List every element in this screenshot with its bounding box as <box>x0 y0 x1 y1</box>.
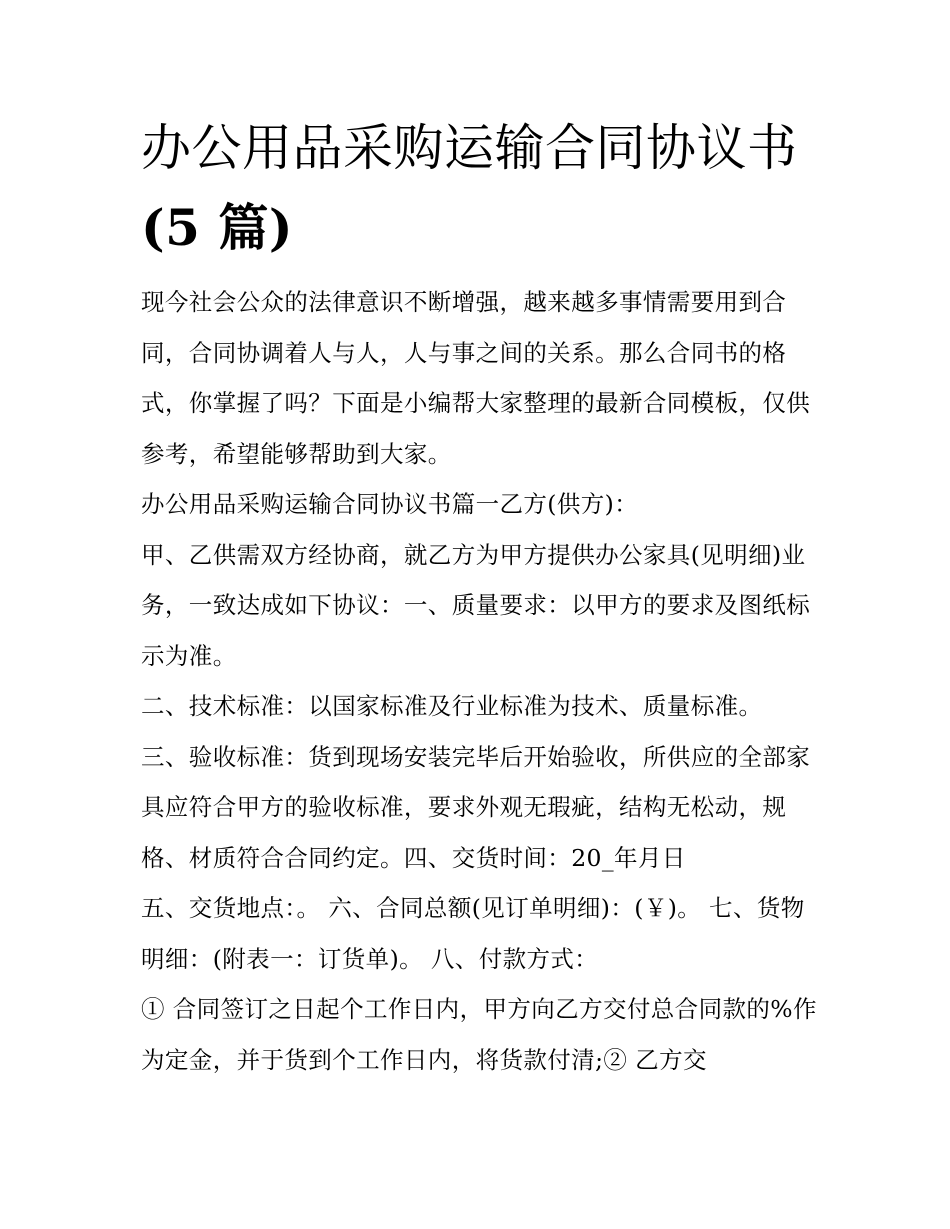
paragraph-delivery-location: 五、交货地点：。 六、合同总额(见订单明细)：(￥)。 七、货物明细：(附表一：订货单)。 八、付款方式： <box>141 894 805 973</box>
paragraph-agreement: 甲、乙供需双方经协商，就乙方为甲方提供办公家具(见明细)业务，一致达成如下协议：一、质量要求：以甲方的要求及图纸标示为准。 <box>141 540 811 670</box>
document-body <box>141 277 821 1085</box>
paragraph-technical-standard: 二、技术标准：以国家标准及行业标准为技术、质量标准。 <box>141 692 763 720</box>
title-line-2: (5 篇) <box>141 198 294 257</box>
paragraph-section-heading: 办公用品采购运输合同协议书篇一乙方(供方)： <box>141 490 639 518</box>
title-line-1: 办公用品采购运输合同协议书 <box>141 119 798 177</box>
document-title <box>141 108 821 268</box>
paragraph-intro: 现今社会公众的法律意识不断增强，越来越多事情需要用到合同，合同协调着人与人，人与事之间的关系。那么合同书的格式，你掌握了吗？下面是小编帮大家整理的最新合同模板，仅供参考，希望能够帮助到大家。 <box>141 288 811 468</box>
paragraph-payment-terms: ① 合同签订之日起个工作日内，甲方向乙方交付总合同款的%作为定金，并于货到个工作日内，将货款付清;② 乙方交 <box>141 995 817 1074</box>
paragraph-acceptance-standard: 三、验收标准：货到现场安装完毕后开始验收，所供应的全部家具应符合甲方的验收标准，要求外观无瑕疵，结构无松动，规格、材质符合合同约定。四、交货时间：20_年月日 <box>141 742 811 872</box>
